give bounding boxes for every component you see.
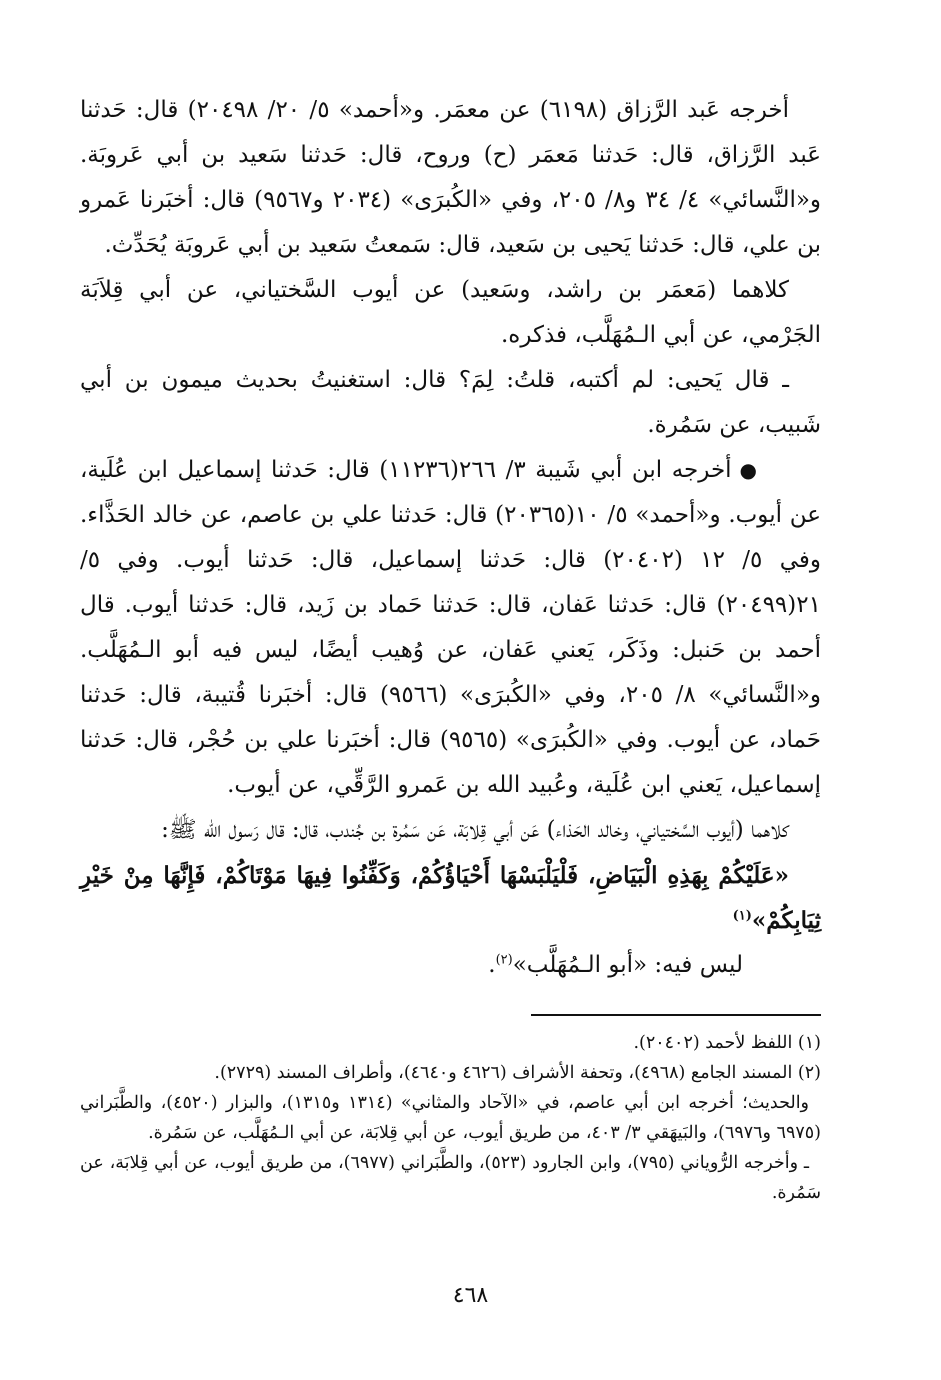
footnote-ref-2: (٢) — [495, 952, 513, 968]
paragraph-takhrij-2 — [80, 448, 821, 808]
footnote-separator — [531, 1014, 821, 1016]
hadith-text — [80, 853, 821, 943]
footnote-2-continued: والحديث؛ أخرجه ابن أبي عاصم، في «الآحاد والمثاني» (١٣١٤ و١٣١٥)، والبزار (٤٥٢٠)، والطَّبَراني (٦٩٧٥ و٦٩٧٦)، والبَيهَقي ٣/ ٤٠٣، من طريق أيوب، عن أبي قِلابَة، عن أبي الـمُهَلَّب، عن سَمُرة. — [80, 1093, 821, 1143]
footnote-ref-1: (١) — [732, 908, 752, 924]
footnote-2-additional: ـ وأخرجه الرُّوياني (٧٩٥)، وابن الجارود (٥٢٣)، والطَّبَراني (٦٩٧٧)، من طريق أيوب، عن أبي قِلابَة، عن سَمُرة. — [80, 1153, 821, 1203]
page-number: ٤٦٨ — [452, 1283, 489, 1308]
paragraph-both-chains-2: كلاهما (أيوب السَّختياني، وخالد الحَذاء) عَن أبي قِلابَة، عَن سَمُرة بن جُندب، قال: قال رَسول الله ﷺ: — [161, 817, 789, 843]
bullet-icon: ● — [739, 458, 757, 482]
paragraph-note-omission — [80, 943, 821, 988]
paragraph-yahya-note: ـ قال يَحيى: لم أكتبه، قلتُ: لِمَ؟ قال: استغنيتُ بحديث ميمون بن أبي شَبيب، عن سَمُرة. — [80, 367, 821, 438]
paragraph-both-chains-1: كلاهما (مَعمَر بن راشد، وسَعيد) عن أيوب السَّختياني، عن أبي قِلاَبَة الجَرْمي، عن أبي الـمُهَلَّب، فذكره. — [80, 277, 821, 348]
omission-text: ليس فيه: «أبو الـمُهَلَّب» — [512, 952, 743, 978]
hadith-matn: «عَلَيْكُمْ بِهَذِهِ الْبَيَاضِ، فَلْيَلْبَسْهَا أَحْيَاؤُكُمْ، وَكَفِّنُوا فِيهَا مَوْتَاكُمْ، فَإِنَّهَا مِنْ خَيْرِ ثِيَابِكُمْ» — [80, 862, 821, 934]
paragraph-takhrij-1: أخرجه عَبد الرَّزاق (٦١٩٨) عن معمَر. و«أحمد» ٥/ ٢٠/ ٢٠٤٩٨) قال: حَدثنا عَبد الرَّزاق، قال: حَدثنا مَعمَر (ح) وروح، قال: حَدثنا سَعيد بن أبي عَروبَة. و«النَّسائي» ٤/ ٣٤ و٨/ ٢٠٥، وفي «الكُبرَى» (٢٠٣٤ و٩٥٦٧) قال: أخبَرنا عَمرو بن علي، قال: حَدثنا يَحيى بن سَعيد، قال: سَمعتُ سَعيد بن أبي عَروبَة يُحَدِّث. — [80, 97, 822, 258]
footnotes — [80, 1028, 821, 1208]
main-text — [80, 88, 821, 988]
page-body — [80, 88, 821, 1340]
footnote-2: (٢) المسند الجامع (٤٩٦٨)، وتحفة الأشراف (٤٦٢٦ و٤٦٤٠)، وأطراف المسند (٢٧٢٩). — [214, 1063, 821, 1083]
footnote-1: (١) اللفظ لأحمد (٢٠٤٠٢). — [633, 1033, 821, 1053]
omission-period: . — [488, 952, 496, 978]
paragraph-takhrij-2-text: أخرجه ابن أبي شَيبة ٣/ ٢٦٦(١١٢٣٦) قال: حَدثنا إسماعيل ابن عُلَية، عن أيوب. و«أحمد» ٥/ ١٠(٢٠٣٦٥) قال: حَدثنا علي بن عاصم، عن خالد الحَذَّاء. وفي ٥/ ١٢ (٢٠٤٠٢) قال: حَدثنا إسماعيل، قال: حَدثنا أيوب. وفي ٥/ ٢١(٢٠٤٩٩) قال: حَدثنا عَفان، قال: حَدثنا حَماد بن زَيد، قال: حَدثنا أيوب. قال أحمد بن حَنبل: وذَكَر، يَعني عَفان، عن وُهيب أيضًا، ليس فيه أبو الـمُهَلَّب. و«النَّسائي» ٨/ ٢٠٥، وفي «الكُبرَى» (٩٥٦٦) قال: أخبَرنا قُتيبة، قال: حَدثنا حَماد، عن أيوب. وفي «الكُبرَى» (٩٥٦٥) قال: أخبَرنا علي بن حُجْر، قال: حَدثنا إسماعيل، يَعني ابن عُلَية، وعُبيد الله بن عَمرو الرَّقِّي، عن أيوب. — [80, 457, 822, 798]
